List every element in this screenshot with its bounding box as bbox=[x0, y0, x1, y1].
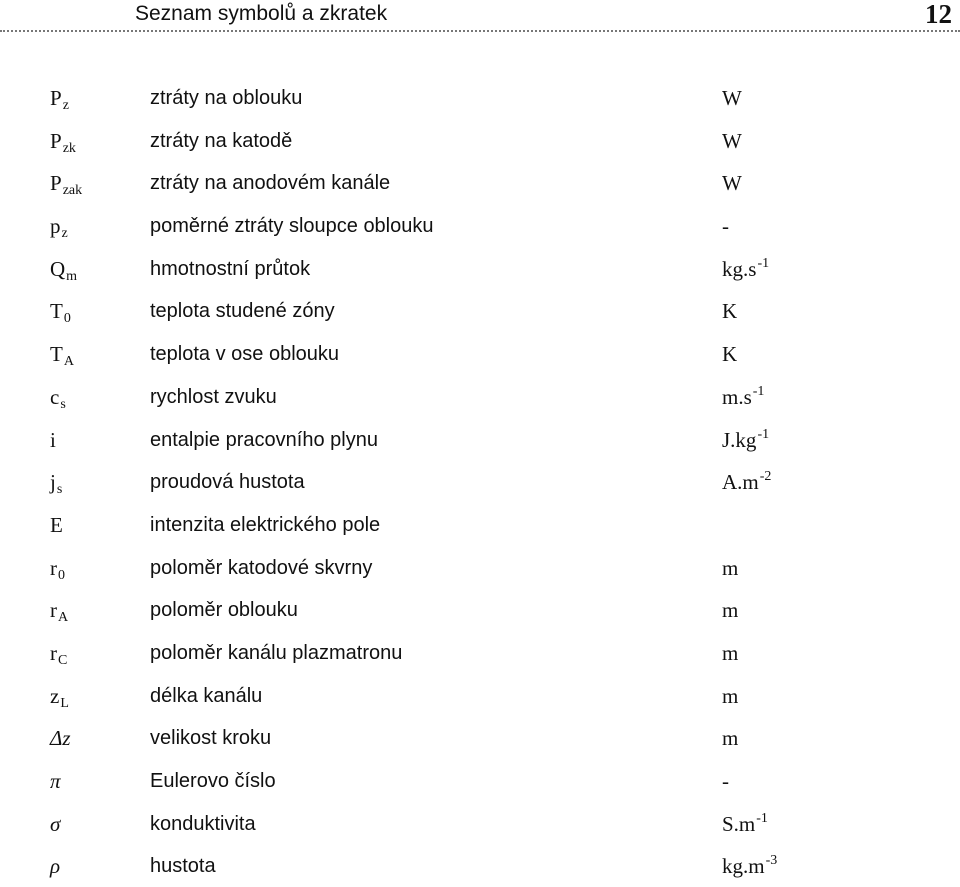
symbol bbox=[50, 684, 69, 712]
symbol-base: ρ bbox=[50, 854, 61, 879]
unit-base: - bbox=[722, 214, 729, 239]
list-item bbox=[0, 588, 960, 631]
unit-base: J.kg bbox=[722, 427, 757, 452]
symbol-description: hustota bbox=[150, 855, 216, 878]
symbol-description: teplota studené zóny bbox=[150, 300, 335, 323]
unit-base: K bbox=[722, 342, 738, 367]
symbol bbox=[50, 129, 76, 157]
list-item bbox=[0, 247, 960, 290]
unit-base: m bbox=[722, 598, 739, 623]
symbol bbox=[50, 812, 60, 836]
symbol-unit bbox=[722, 257, 769, 285]
list-item bbox=[0, 119, 960, 162]
symbol-base: Q bbox=[50, 256, 66, 281]
list-item bbox=[0, 503, 960, 546]
symbol-description: velikost kroku bbox=[150, 727, 272, 750]
unit-base: m bbox=[722, 726, 739, 751]
symbol-base: Δz bbox=[50, 726, 71, 751]
unit-exponent: -1 bbox=[757, 426, 770, 442]
symbol-unit bbox=[722, 726, 738, 750]
symbol-unit bbox=[722, 385, 764, 413]
list-item bbox=[0, 716, 960, 759]
symbol-base: P bbox=[50, 171, 62, 196]
symbol-description: rychlost zvuku bbox=[150, 385, 277, 408]
symbol-base: P bbox=[50, 128, 62, 153]
symbol-subscript: L bbox=[60, 695, 69, 711]
symbol-base: σ bbox=[50, 811, 61, 836]
unit-exponent: -3 bbox=[765, 853, 778, 869]
symbol bbox=[50, 769, 61, 793]
symbol bbox=[50, 726, 71, 750]
symbol-description: poloměr kanálu plazmatronu bbox=[150, 641, 403, 664]
list-item bbox=[0, 204, 960, 247]
unit-base: W bbox=[722, 171, 742, 196]
page-title: Seznam symbolů a zkratek bbox=[135, 2, 388, 25]
list-item bbox=[0, 375, 960, 418]
symbol-subscript: A bbox=[58, 610, 69, 626]
symbol bbox=[50, 86, 69, 114]
symbol-description: proudová hustota bbox=[150, 471, 305, 494]
symbol-base: T bbox=[50, 299, 63, 324]
list-item bbox=[0, 418, 960, 461]
symbol-description: teplota v ose oblouku bbox=[150, 343, 340, 366]
symbol-subscript: zk bbox=[62, 140, 76, 156]
symbol-subscript: 0 bbox=[58, 567, 65, 583]
symbol-unit bbox=[722, 299, 737, 323]
unit-base: - bbox=[722, 769, 729, 793]
symbol-base: z bbox=[50, 683, 60, 708]
symbol-base: j bbox=[50, 470, 56, 495]
symbol bbox=[50, 257, 77, 285]
symbol bbox=[50, 598, 68, 626]
symbol-unit bbox=[722, 171, 742, 195]
symbol-base: π bbox=[50, 769, 61, 793]
unit-base: K bbox=[722, 299, 738, 324]
symbol-base: E bbox=[50, 512, 63, 537]
symbol-description: poloměr katodové skvrny bbox=[150, 556, 373, 579]
symbol-description: intenzita elektrického pole bbox=[150, 513, 381, 536]
unit-base: S.m bbox=[722, 811, 756, 836]
symbol-description: poloměr oblouku bbox=[150, 599, 298, 622]
list-item bbox=[0, 76, 960, 119]
symbol-description: hmotnostní průtok bbox=[150, 257, 311, 280]
unit-base: A.m bbox=[722, 470, 759, 495]
list-item bbox=[0, 332, 960, 375]
symbol-unit bbox=[722, 684, 738, 708]
symbol bbox=[50, 556, 65, 584]
unit-base: kg.m bbox=[722, 854, 765, 879]
unit-base: m.s bbox=[722, 384, 752, 409]
symbol-subscript: A bbox=[63, 354, 74, 370]
symbol-list bbox=[0, 76, 960, 887]
symbol bbox=[50, 214, 68, 242]
symbol-unit bbox=[722, 214, 729, 238]
symbol-base: r bbox=[50, 555, 57, 580]
symbol-subscript: s bbox=[60, 396, 66, 412]
symbol bbox=[50, 171, 82, 199]
unit-base: m bbox=[722, 683, 739, 708]
symbol-unit bbox=[722, 769, 729, 793]
symbol-unit bbox=[722, 86, 742, 110]
list-item bbox=[0, 631, 960, 674]
symbol-unit bbox=[722, 342, 737, 366]
symbol-description: konduktivita bbox=[150, 812, 256, 835]
symbol-base: r bbox=[50, 598, 57, 623]
unit-base: W bbox=[722, 86, 742, 110]
unit-exponent: -1 bbox=[756, 810, 768, 826]
symbol-description: délka kanálu bbox=[150, 684, 263, 707]
symbol bbox=[50, 428, 56, 452]
symbol-description: ztráty na oblouku bbox=[150, 87, 303, 109]
symbol bbox=[50, 385, 66, 413]
unit-exponent: -1 bbox=[752, 383, 765, 399]
symbol-base: T bbox=[50, 342, 63, 367]
list-item bbox=[0, 289, 960, 332]
unit-base: m bbox=[722, 555, 739, 580]
header-divider bbox=[0, 30, 960, 32]
symbol-base: P bbox=[50, 86, 62, 110]
symbol-subscript: 0 bbox=[63, 311, 71, 327]
list-item bbox=[0, 844, 960, 887]
symbol-unit bbox=[722, 641, 738, 665]
symbol-unit bbox=[722, 812, 768, 840]
page-number: 12 bbox=[925, 0, 952, 29]
symbol bbox=[50, 342, 74, 370]
symbol-unit bbox=[722, 428, 769, 456]
symbol-subscript: C bbox=[58, 652, 68, 668]
symbol-description: ztráty na anodovém kanále bbox=[150, 172, 391, 195]
symbol-description: ztráty na katodě bbox=[150, 129, 293, 152]
symbol bbox=[50, 470, 62, 498]
symbol-unit bbox=[722, 854, 777, 882]
unit-exponent: -1 bbox=[757, 255, 770, 271]
symbol bbox=[50, 299, 71, 327]
symbol-description: Eulerovo číslo bbox=[150, 770, 276, 792]
unit-base: W bbox=[722, 128, 742, 153]
symbol-base: i bbox=[50, 427, 56, 452]
symbol bbox=[50, 513, 63, 537]
unit-base: m bbox=[722, 640, 739, 665]
symbol-subscript: z bbox=[62, 98, 69, 113]
symbol-subscript: m bbox=[66, 268, 78, 284]
list-item bbox=[0, 460, 960, 503]
symbol-subscript: s bbox=[56, 482, 63, 498]
symbol-description: poměrné ztráty sloupce oblouku bbox=[150, 215, 434, 238]
list-item bbox=[0, 674, 960, 717]
list-item bbox=[0, 161, 960, 204]
symbol bbox=[50, 641, 67, 669]
symbol-subscript: zak bbox=[62, 183, 83, 199]
symbol-base: c bbox=[50, 384, 60, 409]
symbol bbox=[50, 854, 60, 878]
symbol-subscript: z bbox=[61, 226, 68, 242]
symbol-description: entalpie pracovního plynu bbox=[150, 428, 378, 451]
symbol-unit bbox=[722, 470, 771, 498]
page-header bbox=[0, 0, 960, 32]
symbol-unit bbox=[722, 598, 738, 622]
symbol-base: p bbox=[50, 214, 61, 239]
list-item bbox=[0, 546, 960, 589]
unit-base: kg.s bbox=[722, 256, 757, 281]
symbol-unit bbox=[722, 556, 738, 580]
unit-exponent: -2 bbox=[759, 469, 772, 485]
symbol-base: r bbox=[50, 640, 57, 665]
list-item bbox=[0, 802, 960, 845]
symbol-unit bbox=[722, 129, 742, 153]
list-item bbox=[0, 759, 960, 802]
